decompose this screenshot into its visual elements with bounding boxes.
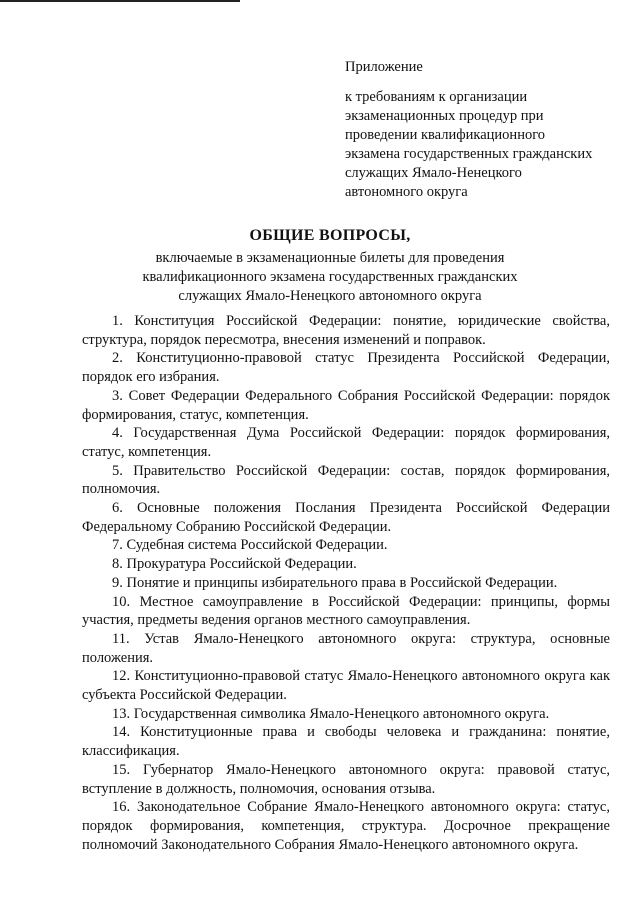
question-item xyxy=(82,349,610,386)
question-text: Конституционные права и свободы человека и гражданина: понятие, классификация. xyxy=(82,724,610,760)
question-item xyxy=(82,798,610,854)
scan-edge-line xyxy=(0,0,240,2)
question-text: Государственная символика Ямало-Ненецкого автономного округа. xyxy=(133,705,550,722)
question-item xyxy=(82,312,610,349)
appendix-line: автономного округа xyxy=(345,184,468,200)
appendix-line: экзаменационных процедур при xyxy=(345,108,544,124)
question-item xyxy=(82,593,610,630)
question-text: Местное самоуправление в Российской Федерации: принципы, формы участия, предметы ведения органов местного самоуправления. xyxy=(82,593,610,629)
document-title: ОБЩИЕ ВОПРОСЫ, xyxy=(249,227,411,244)
question-text: Губернатор Ямало-Ненецкого автономного округа: правовой статус, вступление в должность, полномочия, основания отзыва. xyxy=(82,761,610,797)
questions-list xyxy=(82,312,610,854)
question-number: 7. xyxy=(112,537,123,554)
question-text: Судебная система Российской Федерации. xyxy=(126,537,388,554)
question-item xyxy=(82,424,610,461)
question-number: 15. xyxy=(112,761,131,778)
question-item xyxy=(82,555,610,574)
appendix-line: экзамена государственных гражданских xyxy=(345,146,593,162)
question-item xyxy=(82,387,610,424)
question-text: Государственная Дума Российской Федерации: порядок формирования, статус, компетенция. xyxy=(82,425,611,460)
document-subtitle-line: квалификационного экзамена государственных гражданских xyxy=(142,269,518,285)
question-number: 3. xyxy=(112,387,123,404)
appendix-block xyxy=(345,58,625,202)
question-item xyxy=(82,462,610,499)
question-text: Законодательное Собрание Ямало-Ненецкого автономного округа: статус, порядок формирования, компетенция, структура. Досрочное прекращение полномочий Законодательного Собрания Ямало-Ненецкого автономного округа. xyxy=(82,799,610,853)
question-item xyxy=(82,761,610,798)
question-number: 11. xyxy=(112,630,130,647)
question-number: 14. xyxy=(112,724,131,741)
document-heading xyxy=(0,226,640,306)
question-number: 12. xyxy=(112,668,131,685)
question-item xyxy=(82,723,610,760)
question-item xyxy=(82,499,610,536)
question-text: Основные положения Послания Президента Российской Федерации Федеральному Собранию Российской Федерации. xyxy=(82,500,610,535)
question-item xyxy=(82,705,610,724)
question-text: Конституция Российской Федерации: понятие, юридические свойства, структура, порядок пересмотра, внесения изменений и поправок. xyxy=(82,313,610,348)
appendix-title: Приложение xyxy=(345,59,423,75)
appendix-line: к требованиям к организации xyxy=(345,89,528,105)
question-number: 2. xyxy=(112,350,123,367)
question-item xyxy=(82,536,610,555)
question-item xyxy=(82,630,610,667)
question-number: 5. xyxy=(112,462,123,479)
question-text: Конституционно-правовой статус Президента Российской Федерации, порядок его избрания. xyxy=(82,350,611,386)
question-number: 1. xyxy=(112,313,123,329)
question-number: 13. xyxy=(112,705,131,722)
question-item xyxy=(82,667,610,704)
appendix-line: проведении квалификационного xyxy=(345,127,546,143)
question-item xyxy=(82,574,610,593)
question-number: 8. xyxy=(112,556,123,573)
document-subtitle-line: служащих Ямало-Ненецкого автономного округа xyxy=(178,288,482,304)
question-text: Правительство Российской Федерации: состав, порядок формирования, полномочия. xyxy=(82,462,610,498)
question-text: Понятие и принципы избирательного права в Российской Федерации. xyxy=(126,574,558,591)
question-number: 9. xyxy=(112,574,123,591)
question-number: 10. xyxy=(112,593,131,610)
question-number: 16. xyxy=(112,799,131,816)
question-text: Конституционно-правовой статус Ямало-Ненецкого автономного округа как субъекта Российской Федерации. xyxy=(82,668,610,704)
appendix-line: служащих Ямало-Ненецкого xyxy=(345,165,522,181)
question-text: Устав Ямало-Ненецкого автономного округа: структура, основные положения. xyxy=(82,630,610,666)
question-text: Прокуратура Российской Федерации. xyxy=(126,556,357,573)
question-number: 6. xyxy=(112,500,123,517)
question-text: Совет Федерации Федерального Собрания Российской Федерации: порядок формирования, статус, компетенция. xyxy=(82,387,610,423)
question-number: 4. xyxy=(112,425,123,442)
document-subtitle-line: включаемые в экзаменационные билеты для проведения xyxy=(155,250,505,266)
